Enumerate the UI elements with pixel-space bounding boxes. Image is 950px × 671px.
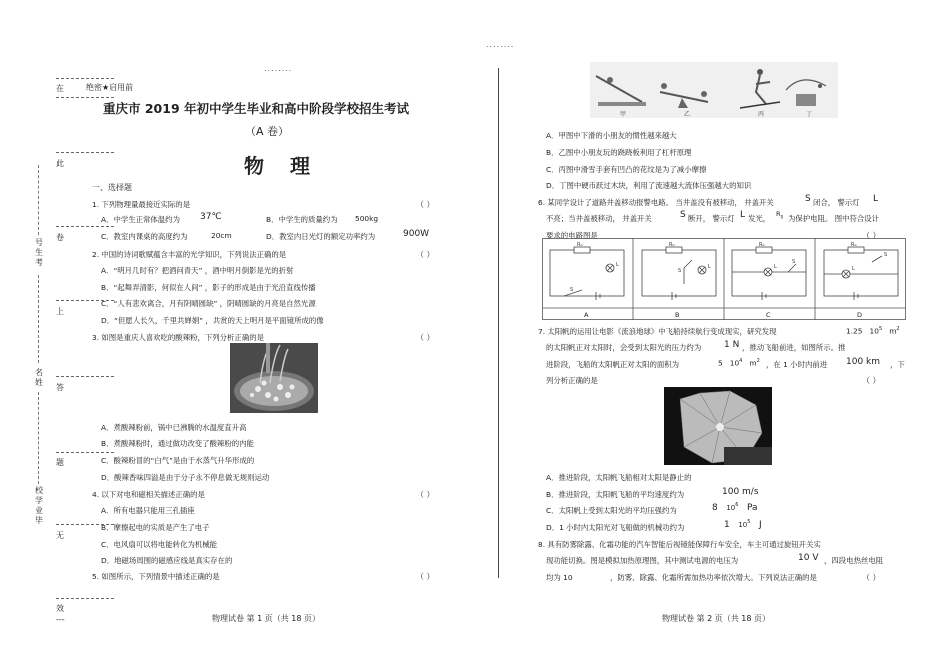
answer-paren: （ ） [862, 573, 881, 582]
q7-sail-unit: m [749, 358, 757, 368]
q7-area-unit-exp: 2 [896, 326, 900, 332]
d-coef: 1 [724, 520, 730, 530]
question-8-line: 8. 具有防雾除露、化霜功能的汽车智能后视镜能保障行车安全，车主可通过旋钮开关实 [538, 540, 821, 549]
binding-rule [56, 452, 114, 453]
school-label: 校学业毕 [35, 486, 43, 525]
circuit-label-r0: R₀ [851, 242, 857, 248]
question-7-line: 7. 太阳帆的运用让电影《流浪地球》中飞船持续航行变成现实，研究发现 [538, 327, 777, 336]
option-d: D．“但愿人长久，千里共婵娟” ，共赏的天上明月是平面镜所成的像 [101, 316, 324, 325]
circuit-a [550, 247, 624, 300]
top-dots-left: ........ [264, 64, 293, 73]
symbol-r: R [776, 210, 781, 218]
vertical-dash [38, 275, 40, 363]
answer-paren: （ ） [416, 572, 435, 581]
option-a: A．甲图中下滑的小朋友的惯性越来越大 [546, 131, 677, 140]
binding-char: 在 [56, 84, 64, 93]
q7-force: 1 N [724, 340, 740, 350]
column-divider [498, 68, 499, 578]
binding-rule [56, 598, 114, 599]
binding-char: 效 [56, 604, 64, 613]
circuit-label-s: S [792, 259, 796, 265]
question-6-text: 闭合， 警示灯 [813, 198, 860, 207]
circuit-options [542, 238, 906, 320]
question-7-text: ，在 1 小时内前进 [766, 360, 828, 369]
symbol-l: L [873, 194, 879, 204]
option-c: C．“人有悲欢离合，月有阴晴圆缺” ，阴晴圆缺的月亮是自然光源 [101, 299, 316, 308]
subject-title: 物理 [244, 154, 336, 178]
exam-number-label: 号生考 [35, 238, 43, 267]
option-value: 100 m/s [722, 487, 759, 497]
option-a: A．中学生正常体温约为 [101, 215, 180, 224]
question-4-stem: 4. 以下对电和磁相关描述正确的是 [92, 490, 205, 499]
question-8-line: 现功能切换。图是模拟加热原理图，其中测试电源的电压为 [546, 556, 739, 565]
q8-voltage: 10 V [798, 553, 819, 563]
option-b: B．摩擦起电的实质是产生了电子 [101, 523, 210, 532]
question-7-text: ，下 [890, 360, 905, 369]
symbol-r-sub: 0 [780, 215, 784, 221]
option-d: D．地磁场周围的磁感应线是真实存在的 [101, 556, 233, 565]
question-6-line: 不亮；当井盖被移动， 井盖开关 [546, 214, 652, 223]
question-7-line: 进阶段，飞船的太阳帆正对太阳的面积为 [546, 360, 680, 369]
top-dots-right: ........ [486, 40, 515, 49]
secret-label: 绝密★启用前 [86, 83, 134, 92]
q7-area-coef: 1.25 [846, 326, 863, 336]
binding-char: 答 [56, 383, 64, 392]
binding-char: 卷 [56, 233, 64, 242]
option-b: B．煮酸辣粉时，通过做功改变了酸辣粉的内能 [101, 439, 254, 448]
option-d: D．1 小时内太阳光对飞船做的机械功约为 [546, 523, 685, 532]
binding-rule [56, 152, 114, 153]
option-a: A．煮酸辣粉前，锅中已沸腾的水温度直升高 [101, 423, 247, 432]
circuit-label-r0: R₀ [669, 242, 675, 248]
circuit-label-l: L [708, 264, 711, 270]
question-3-stem: 3. 如图是重庆人喜欢吃的酸辣粉，下列分析正确的是 [92, 333, 264, 342]
circuit-label-s: S [678, 268, 682, 274]
q7-sail-unit-exp: 2 [756, 358, 760, 364]
figure-label: 乙 [684, 111, 691, 118]
noodle-photo [230, 343, 318, 413]
question-7-line: 列分析正确的是 [546, 376, 598, 385]
option-a: A．“明月几时有？把酒问青天” ，酒中明月倒影是光的折射 [101, 266, 294, 275]
solar-sail-photo [664, 387, 772, 465]
question-8-text: ，四段电热丝电阻 [824, 556, 884, 565]
q7-distance: 100 km [846, 357, 881, 367]
option-c: C．丙图中滑雪手套有凹凸的花纹是为了减小摩擦 [546, 165, 707, 174]
circuit-label-r0: R₀ [577, 242, 583, 248]
binding-rule [56, 97, 114, 98]
option-b: B．推进阶段，太阳帆飞船的平均速度约为 [546, 490, 685, 499]
circuit-label-l: L [852, 266, 855, 272]
option-b: B．“起舞弄清影，何似在人间” ，影子的形成是由于光沿直线传播 [101, 283, 316, 292]
option-a: A．推进阶段，太阳帆飞船相对太阳是静止的 [546, 473, 692, 482]
c-exp: 6 [735, 502, 739, 508]
binding-rule [56, 78, 114, 79]
option-value: 20cm [211, 231, 232, 240]
option-a: A．所有电器只能用三孔插座 [101, 506, 195, 515]
question-2-stem: 2. 中国的诗词歌赋蕴含丰富的光学知识，下列说法正确的是 [92, 250, 287, 259]
q7-area-base: 10 [869, 326, 879, 336]
option-c: C．酸辣粉冒的“白气”是由于水蒸气升华形成的 [101, 456, 255, 465]
q7-sail-base: 10 [729, 358, 740, 368]
vertical-dash [38, 165, 40, 235]
answer-paren: （ ） [862, 231, 881, 240]
symbol-s: S [805, 194, 811, 204]
section-heading: 一、选择题 [92, 183, 132, 192]
q7-value [846, 326, 900, 335]
answer-paren: （ ） [416, 250, 435, 259]
vertical-dash [38, 392, 40, 484]
circuit-label-l: L [616, 262, 619, 268]
symbol-l: L [740, 210, 746, 220]
option-label-d: D [857, 311, 863, 319]
circuit-label-s: S [884, 252, 888, 258]
question-1-stem: 1. 下列物理量最接近实际的是 [92, 200, 191, 209]
option-d: D．丁图中硬币跃过木块，利用了流速越大流体压强越大的知识 [546, 181, 752, 190]
answer-paren: （ ） [416, 490, 435, 499]
answer-paren: （ ） [416, 200, 435, 209]
option-b: B．中学生的质量约为 [266, 215, 338, 224]
binding-char: 题 [56, 458, 64, 467]
question-6-text: 发光， [748, 214, 771, 223]
option-c: C．教室内课桌的高度约为 [101, 232, 188, 241]
page-footer: 物理试卷 第 2 页（共 18 页） [662, 614, 770, 623]
binding-char: 无 [56, 531, 64, 540]
q5-figures [590, 62, 838, 118]
question-5-stem: 5. 如图所示，下列情景中描述正确的是 [92, 572, 220, 581]
circuit-label-r0: R₀ [759, 242, 765, 248]
symbol-r0 [776, 210, 783, 220]
symbol-s: S [680, 210, 686, 220]
q7-area-unit: m [889, 326, 897, 336]
q7-sail-exp: 4 [739, 358, 743, 364]
c-base: 10 [726, 504, 736, 512]
figure-label: 丙 [758, 111, 765, 118]
question-6-text: 为保护电阻。 图中符合设计 [788, 214, 880, 223]
question-6-text: 断开， 警示灯 [688, 214, 735, 223]
option-label-c: C [766, 311, 771, 319]
option-b: B．乙图中小朋友玩的跷跷板利用了杠杆原理 [546, 148, 692, 157]
option-value [724, 519, 762, 530]
question-6-line: 要求的电路图是 [546, 231, 598, 240]
binding-rule [56, 226, 114, 227]
circuit-label-l: L [774, 264, 777, 270]
d-exp: 5 [747, 519, 751, 525]
option-c: C．太阳帆上受到太阳光的平均压强约为 [546, 506, 677, 515]
option-value: 500kg [355, 214, 379, 223]
exam-title: 重庆市 2019 年初中学生毕业和高中阶段学校招生考试 [103, 101, 409, 116]
binding-char: 此 [56, 159, 64, 168]
option-d: D．教室内日光灯的额定功率约为 [266, 232, 376, 241]
option-value: 37℃ [200, 212, 222, 222]
figure-label: 丁 [806, 111, 813, 118]
q7-sail-coef: 5 [718, 358, 723, 368]
question-7-line: 的太阳帆正对太阳时，会受到太阳光的压力约为 [546, 343, 702, 352]
c-coef: 8 [712, 503, 718, 513]
answer-paren: （ ） [862, 376, 881, 385]
option-value: 900W [403, 229, 430, 239]
binding-rule [56, 376, 114, 377]
binding-end: --- [56, 615, 65, 624]
question-7-text: ，推动飞船前进，如图所示。推 [742, 343, 846, 352]
question-8-line: 均为 10 [546, 573, 573, 582]
option-d: D．酸辣香味四溢是由于分子永不停息做无规则运动 [101, 473, 270, 482]
q7-sail-area [718, 358, 760, 367]
circuit-label-s: S [570, 287, 574, 293]
binding-char: 上 [56, 307, 64, 316]
c-unit: Pa [747, 503, 758, 513]
page-footer: 物理试卷 第 1 页（共 18 页） [212, 614, 320, 623]
d-unit: J [759, 520, 762, 530]
answer-paren: （ ） [416, 333, 435, 342]
q7-area-exp: 5 [878, 326, 883, 332]
question-8-text: ，防雾、除露、化霜所需加热功率依次增大。下列说法正确的是 [610, 573, 817, 582]
name-label: 名姓 [35, 368, 43, 387]
option-value [712, 502, 758, 513]
option-c: C．电风扇可以将电能转化为机械能 [101, 540, 218, 549]
circuit-c [732, 247, 806, 300]
question-6-line: 6. 某同学设计了道路井盖移动报警电路。 当井盖没有被移动， 井盖开关 [538, 198, 774, 207]
figure-label: 甲 [620, 111, 627, 118]
option-label-a: A [584, 311, 589, 319]
option-label-b: B [675, 311, 680, 319]
d-base: 10 [738, 521, 748, 529]
exam-volume: （A 卷） [245, 125, 290, 138]
